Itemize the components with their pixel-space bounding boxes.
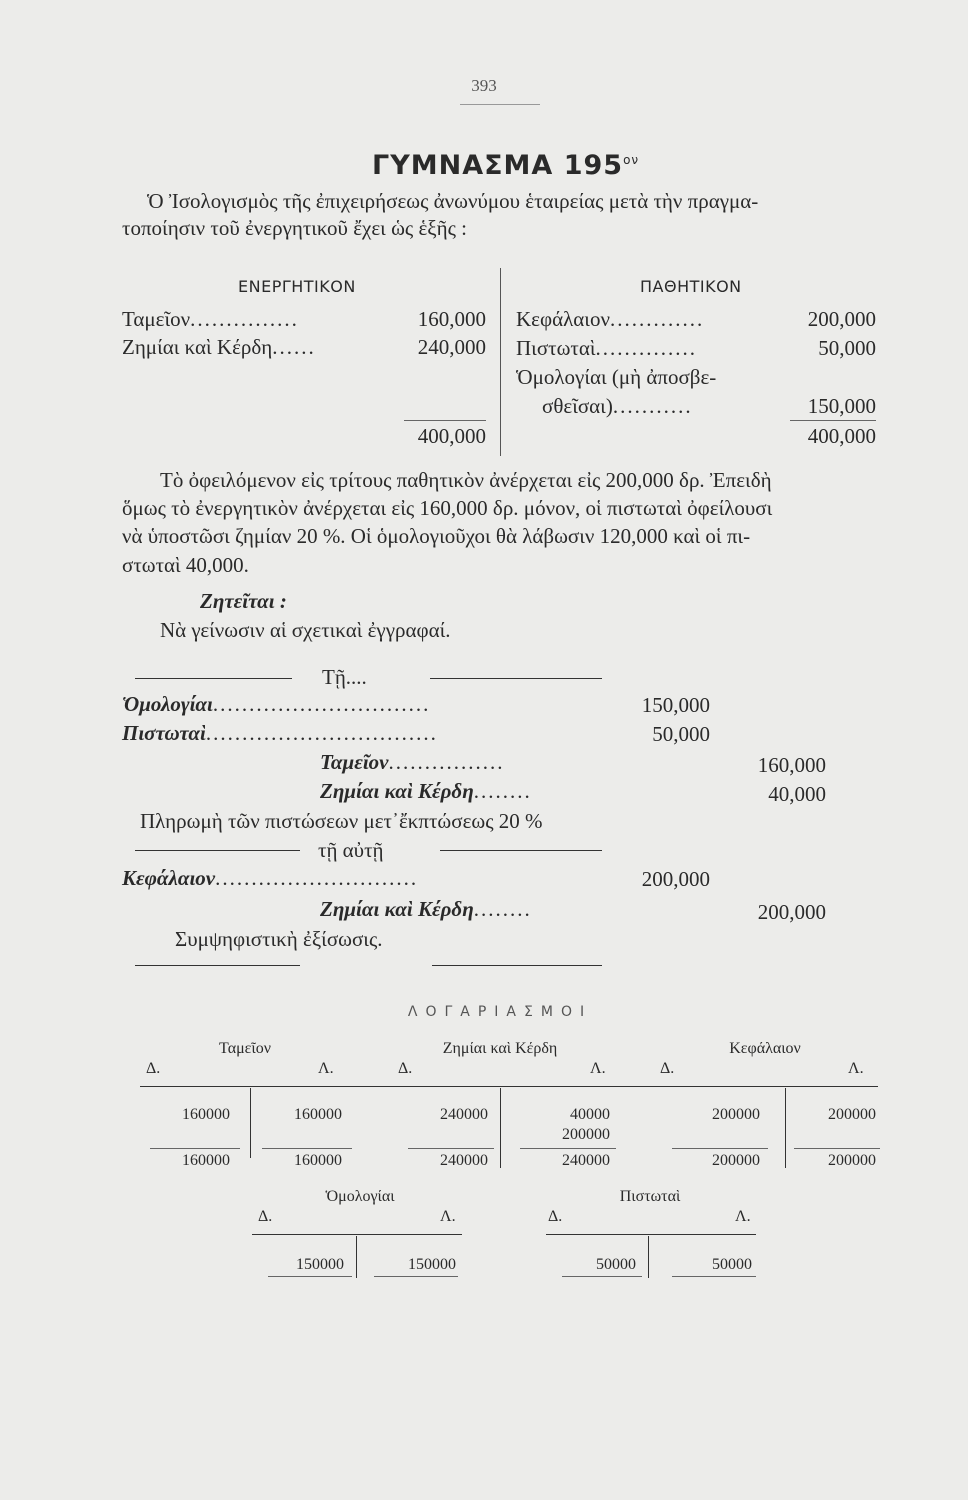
required-label: Ζητεῖται :: [200, 589, 287, 613]
liabilities-header: ΠΑΘΗΤΙΚΟΝ: [640, 277, 742, 296]
debit-abbr: Δ.: [258, 1208, 273, 1225]
ledger-total-rule: [374, 1276, 458, 1277]
account-title-omologiai: Ὁμολογίαι: [325, 1188, 395, 1205]
credit-abbr: Λ.: [848, 1060, 864, 1077]
journal-credit-amount: 160,000: [757, 753, 826, 777]
journal-credit-amount: 40,000: [768, 782, 826, 806]
ledger-bottom-rule: [252, 1234, 462, 1235]
asset-row-value: 240,000: [417, 335, 486, 359]
intro-line-1: Ὁ Ἰσολογισμὸς τῆς ἐπιχειρήσεως ἀνωνύμου ἑταιρείας μετὰ τὴν πραγμα-: [147, 189, 759, 213]
ledger-debit-total: 200000: [712, 1152, 760, 1169]
journal-date-rule-right: [430, 678, 602, 679]
ledger-divider-zimiai: [500, 1088, 501, 1168]
page-number-rule: [460, 104, 540, 105]
balance-divider: [500, 268, 501, 456]
asset-row-value: 160,000: [417, 307, 486, 331]
ledger-credit-total: 160000: [294, 1152, 342, 1169]
ledger-divider-pistotai: [648, 1236, 649, 1278]
ledger-divider-omologiai: [356, 1236, 357, 1278]
exercise-title: ΓΥΜΝΑΣΜΑ $195^{o\nu}$: [372, 150, 640, 181]
credit-abbr: Λ.: [440, 1208, 456, 1225]
credit-abbr: Λ.: [735, 1208, 751, 1225]
ledger-divider-tameion: [250, 1088, 251, 1158]
journal-debit-line: Ὁμολογίαι..............................: [122, 692, 431, 716]
ledger-debit-entry: 50000: [596, 1256, 636, 1273]
assets-total: 400,000: [417, 424, 486, 448]
journal-debit-amount: 150,000: [641, 693, 710, 717]
journal-credit-line: Ταμεῖον................: [320, 750, 505, 774]
ledger-credit-entry: 50000: [712, 1256, 752, 1273]
ledger-credit-entry: 160000: [294, 1106, 342, 1123]
journal-credit-amount: 200,000: [757, 900, 826, 924]
text-line-3: νὰ ὑποστῶσι ζημίαν 20 %. Οἱ ὁμολογιοῦχοι θὰ λάβωσιν 120,000 καὶ οἱ πι-: [122, 524, 751, 548]
account-title-tameion: Ταμεῖον: [219, 1040, 271, 1057]
accounts-heading: ΛΟΓΑΡΙΑΣΜΟΙ: [407, 1004, 593, 1020]
text-line-4: στωταὶ 40,000.: [122, 553, 249, 577]
assets-header: ΕΝΕΡΓΗΤΙΚΟΝ: [238, 277, 356, 296]
account-title-kefalaion: Κεφάλαιον: [729, 1040, 801, 1057]
entry2-date: τῇ αὐτῇ: [318, 838, 384, 862]
liability-row-value: 50,000: [818, 336, 876, 360]
ledger-total-rule: [268, 1276, 352, 1277]
required-text: Νὰ γείνωσιν αἱ σχετικαὶ ἐγγραφαί.: [160, 618, 451, 642]
credit-abbr: Λ.: [318, 1060, 334, 1077]
ledger-total-rule: [520, 1148, 616, 1149]
liability-row-value: 200,000: [807, 307, 876, 331]
liability-row-label: Ὁμολογίαι (μὴ ἀποσβε-: [516, 365, 717, 389]
assets-total-rule: [404, 420, 486, 421]
liability-row-value: 150,000: [807, 394, 876, 418]
liability-row-label: σθεῖσαι)...........: [542, 394, 693, 418]
entry1-date: Τῇ....: [322, 665, 367, 689]
entry1-description: Πληρωμὴ τῶν πιστώσεων μετ᾽ἔκπτώσεως 20 %: [140, 809, 543, 833]
debit-abbr: Δ.: [548, 1208, 563, 1225]
journal-end-rule-left: [135, 965, 300, 966]
ledger-debit-entry: 150000: [296, 1256, 344, 1273]
debit-abbr: Δ.: [146, 1060, 161, 1077]
ledger-total-rule: [408, 1148, 494, 1149]
entry2-description: Συμψηφιστικὴ ἐξίσωσις.: [175, 927, 383, 951]
ledger-credit-entry: 40000: [570, 1106, 610, 1123]
ledger-total-rule: [150, 1148, 240, 1149]
ledger-credit-entry: 150000: [408, 1256, 456, 1273]
credit-abbr: Λ.: [590, 1060, 606, 1077]
intro-line-2: τοποίησιν τοῦ ἐνεργητικοῦ ἔχει ὡς ἑξῆς :: [122, 216, 468, 240]
debit-abbr: Δ.: [398, 1060, 413, 1077]
text-line-2: ὅμως τὸ ἐνεργητικὸν ἀνέρχεται εἰς 160,000 δρ. μόνον, οἱ πιστωταὶ ὀφείλουσι: [122, 496, 773, 520]
debit-abbr: Δ.: [660, 1060, 675, 1077]
journal-credit-line: Ζημίαι καὶ Κέρδη........: [320, 897, 532, 921]
journal-debit-line: Πιστωταὶ................................: [122, 721, 438, 745]
ledger-credit-total: 200000: [828, 1152, 876, 1169]
ledger-credit-entry: 200000: [562, 1126, 610, 1143]
ledger-debit-total: 160000: [182, 1152, 230, 1169]
journal-credit-line: Ζημίαι καὶ Κέρδη........: [320, 779, 532, 803]
ledger-total-rule: [794, 1148, 880, 1149]
ledger-divider-kefalaion: [785, 1088, 786, 1168]
journal-end-rule-right: [432, 965, 602, 966]
liabilities-total-rule: [790, 420, 876, 421]
page-number: 393: [471, 76, 497, 95]
ledger-credit-entry: 200000: [828, 1106, 876, 1123]
liabilities-total: 400,000: [807, 424, 876, 448]
journal-debit-amount: 200,000: [641, 867, 710, 891]
ledger-total-rule: [672, 1276, 756, 1277]
liability-row-label: Πιστωταὶ..............: [516, 336, 697, 360]
journal-debit-line: Κεφάλαιον............................: [122, 866, 419, 890]
text-line-1: Τὸ ὀφειλόμενον εἰς τρίτους παθητικὸν ἀνέρχεται εἰς 200,000 δρ. Ἐπειδὴ: [160, 468, 772, 492]
journal-date-rule-left: [135, 678, 292, 679]
journal-debit-amount: 50,000: [652, 722, 710, 746]
account-title-pistotai: Πιστωταὶ: [619, 1188, 681, 1205]
ledger-debit-entry: 200000: [712, 1106, 760, 1123]
ledger-total-rule: [672, 1148, 768, 1149]
asset-row-label: Ταμεῖον...............: [122, 307, 299, 331]
ledger-credit-total: 240000: [562, 1152, 610, 1169]
liability-row-label: Κεφάλαιον.............: [516, 307, 705, 331]
journal-date-rule-right: [440, 850, 602, 851]
ledger-total-rule: [262, 1148, 352, 1149]
journal-date-rule-left: [135, 850, 300, 851]
ledger-bottom-rule: [546, 1234, 756, 1235]
ledger-debit-entry: 160000: [182, 1106, 230, 1123]
ledger-debit-entry: 240000: [440, 1106, 488, 1123]
ledger-total-rule: [562, 1276, 642, 1277]
ledger-top-rule: [140, 1086, 878, 1087]
asset-row-label: Ζημίαι καὶ Κέρδη......: [122, 335, 316, 359]
account-title-zimiai: Ζημίαι καὶ Κέρδη: [442, 1040, 558, 1057]
ledger-debit-total: 240000: [440, 1152, 488, 1169]
